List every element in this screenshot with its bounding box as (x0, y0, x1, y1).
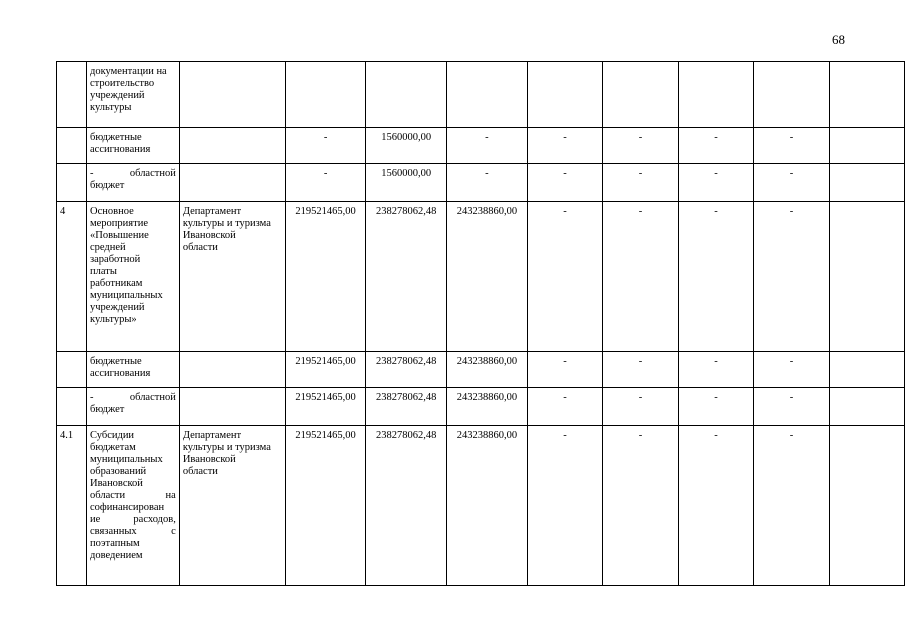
cell-text-part: - (90, 392, 94, 403)
cell-text-line (90, 514, 176, 526)
cell-text-line (90, 168, 176, 180)
value-cell: 219521465,00 (285, 352, 366, 388)
cell-text-line: софинансирован (90, 502, 165, 513)
value-cell: - (527, 164, 603, 202)
cell-text-line: культуры (90, 102, 132, 113)
value-cell (285, 62, 366, 128)
executor-cell (179, 352, 285, 388)
table-row (57, 388, 905, 426)
item-name-cell (87, 352, 180, 388)
cell-text-part: связанных (90, 526, 137, 537)
cell-text-line: доведением (90, 550, 143, 561)
cell-text-line: Основное (90, 206, 134, 217)
value-cell: - (678, 202, 754, 352)
item-name-cell (87, 164, 180, 202)
row-number-cell (57, 128, 87, 164)
value-cell: - (603, 128, 679, 164)
value-cell: 219521465,00 (285, 388, 366, 426)
table-row (57, 128, 905, 164)
row-number-cell (57, 62, 87, 128)
value-cell: - (754, 164, 830, 202)
value-cell: - (678, 352, 754, 388)
executor-cell (179, 164, 285, 202)
executor-cell (179, 202, 285, 352)
cell-text-part: - (90, 168, 94, 179)
cell-text-line: бюджетные (90, 132, 142, 143)
value-cell: - (754, 128, 830, 164)
cell-text-line: поэтапным (90, 538, 140, 549)
cell-text-line: мероприятие (90, 218, 148, 229)
value-cell (829, 62, 904, 128)
value-cell (829, 352, 904, 388)
value-cell: 243238860,00 (447, 426, 528, 586)
cell-text-line: области (182, 466, 218, 477)
row-number-cell: 4.1 (57, 426, 87, 586)
value-cell: - (603, 388, 679, 426)
cell-text-line: «Повышение (90, 230, 149, 241)
value-cell (527, 62, 603, 128)
cell-text-line: муниципальных (90, 290, 163, 301)
executor-cell (179, 388, 285, 426)
cell-text-part: расходов, (133, 514, 176, 525)
cell-text-line: заработной (90, 254, 141, 265)
value-cell: - (754, 426, 830, 586)
cell-text-line: области (182, 242, 218, 253)
value-cell: 1560000,00 (366, 164, 447, 202)
cell-text-line: образований (90, 466, 147, 477)
row-number-cell: 4 (57, 202, 87, 352)
value-cell: - (603, 352, 679, 388)
value-cell (447, 62, 528, 128)
value-cell: - (603, 164, 679, 202)
value-cell (829, 202, 904, 352)
cell-text-line: бюджетам (90, 442, 136, 453)
row-number-cell (57, 164, 87, 202)
value-cell: - (527, 128, 603, 164)
value-cell (603, 62, 679, 128)
cell-text-line (90, 392, 176, 404)
value-cell (829, 128, 904, 164)
item-name-cell (87, 426, 180, 586)
value-cell: - (678, 128, 754, 164)
value-cell: - (754, 352, 830, 388)
cell-text-line: муниципальных (90, 454, 163, 465)
value-cell: - (285, 164, 366, 202)
value-cell: - (527, 426, 603, 586)
cell-text-line: документации на (90, 66, 167, 77)
table-row (57, 352, 905, 388)
table-row (57, 202, 905, 352)
cell-text-part: областной (129, 392, 176, 403)
cell-text-part: областной (129, 168, 176, 179)
cell-text-line: ассигнования (90, 368, 151, 379)
value-cell: 238278062,48 (366, 202, 447, 352)
item-name-cell (87, 202, 180, 352)
value-cell: 238278062,48 (366, 426, 447, 586)
budget-table (56, 61, 905, 586)
value-cell: - (447, 164, 528, 202)
value-cell: 1560000,00 (366, 128, 447, 164)
value-cell: 243238860,00 (447, 202, 528, 352)
value-cell: 238278062,48 (366, 352, 447, 388)
value-cell: - (447, 128, 528, 164)
value-cell: 238278062,48 (366, 388, 447, 426)
value-cell: 243238860,00 (447, 388, 528, 426)
value-cell: - (603, 426, 679, 586)
value-cell (829, 164, 904, 202)
value-cell: - (527, 388, 603, 426)
value-cell: 243238860,00 (447, 352, 528, 388)
cell-text-part: на (165, 490, 176, 501)
value-cell: - (678, 388, 754, 426)
cell-text-line: культуры и туризма (182, 442, 271, 453)
cell-text-line: платы (90, 266, 117, 277)
value-cell (829, 426, 904, 586)
table-row (57, 62, 905, 128)
executor-cell (179, 426, 285, 586)
cell-text-line: культуры и туризма (182, 218, 271, 229)
cell-text-line: бюджет (90, 404, 125, 415)
value-cell: - (678, 426, 754, 586)
cell-text-line: Ивановской (182, 454, 236, 465)
cell-text-line (90, 490, 176, 502)
item-name-cell (87, 128, 180, 164)
cell-text-line: Департамент (182, 430, 242, 441)
cell-text-line: Ивановской (182, 230, 236, 241)
page-number: 68 (832, 32, 845, 47)
value-cell: - (754, 202, 830, 352)
item-name-cell (87, 388, 180, 426)
cell-text-line: Субсидии (90, 430, 135, 441)
cell-text-line: бюджетные (90, 356, 142, 367)
cell-text-line: учреждений (90, 90, 145, 101)
value-cell: - (678, 164, 754, 202)
cell-text-line: культуры» (90, 314, 137, 325)
item-name-cell (87, 62, 180, 128)
executor-cell (179, 62, 285, 128)
value-cell: - (754, 388, 830, 426)
value-cell (829, 388, 904, 426)
value-cell: 219521465,00 (285, 426, 366, 586)
value-cell (366, 62, 447, 128)
value-cell: - (527, 202, 603, 352)
cell-text-line: работникам (90, 278, 143, 289)
value-cell: - (527, 352, 603, 388)
executor-cell (179, 128, 285, 164)
cell-text-line: Департамент (182, 206, 242, 217)
cell-text-line: учреждений (90, 302, 145, 313)
table-row (57, 164, 905, 202)
value-cell (678, 62, 754, 128)
value-cell (754, 62, 830, 128)
row-number-cell (57, 352, 87, 388)
cell-text-line: ассигнования (90, 144, 151, 155)
cell-text-part: области (90, 490, 126, 501)
cell-text-line: Ивановской (90, 478, 143, 489)
cell-text-line: бюджет (90, 180, 125, 191)
cell-text-part: ие (90, 514, 101, 525)
cell-text-line: средней (90, 242, 126, 253)
row-number-cell (57, 388, 87, 426)
cell-text-line (90, 526, 176, 538)
value-cell: 219521465,00 (285, 202, 366, 352)
cell-text-line: строительство (90, 78, 155, 89)
table-row (57, 426, 905, 586)
cell-text-part: с (171, 526, 176, 537)
value-cell: - (285, 128, 366, 164)
value-cell: - (603, 202, 679, 352)
